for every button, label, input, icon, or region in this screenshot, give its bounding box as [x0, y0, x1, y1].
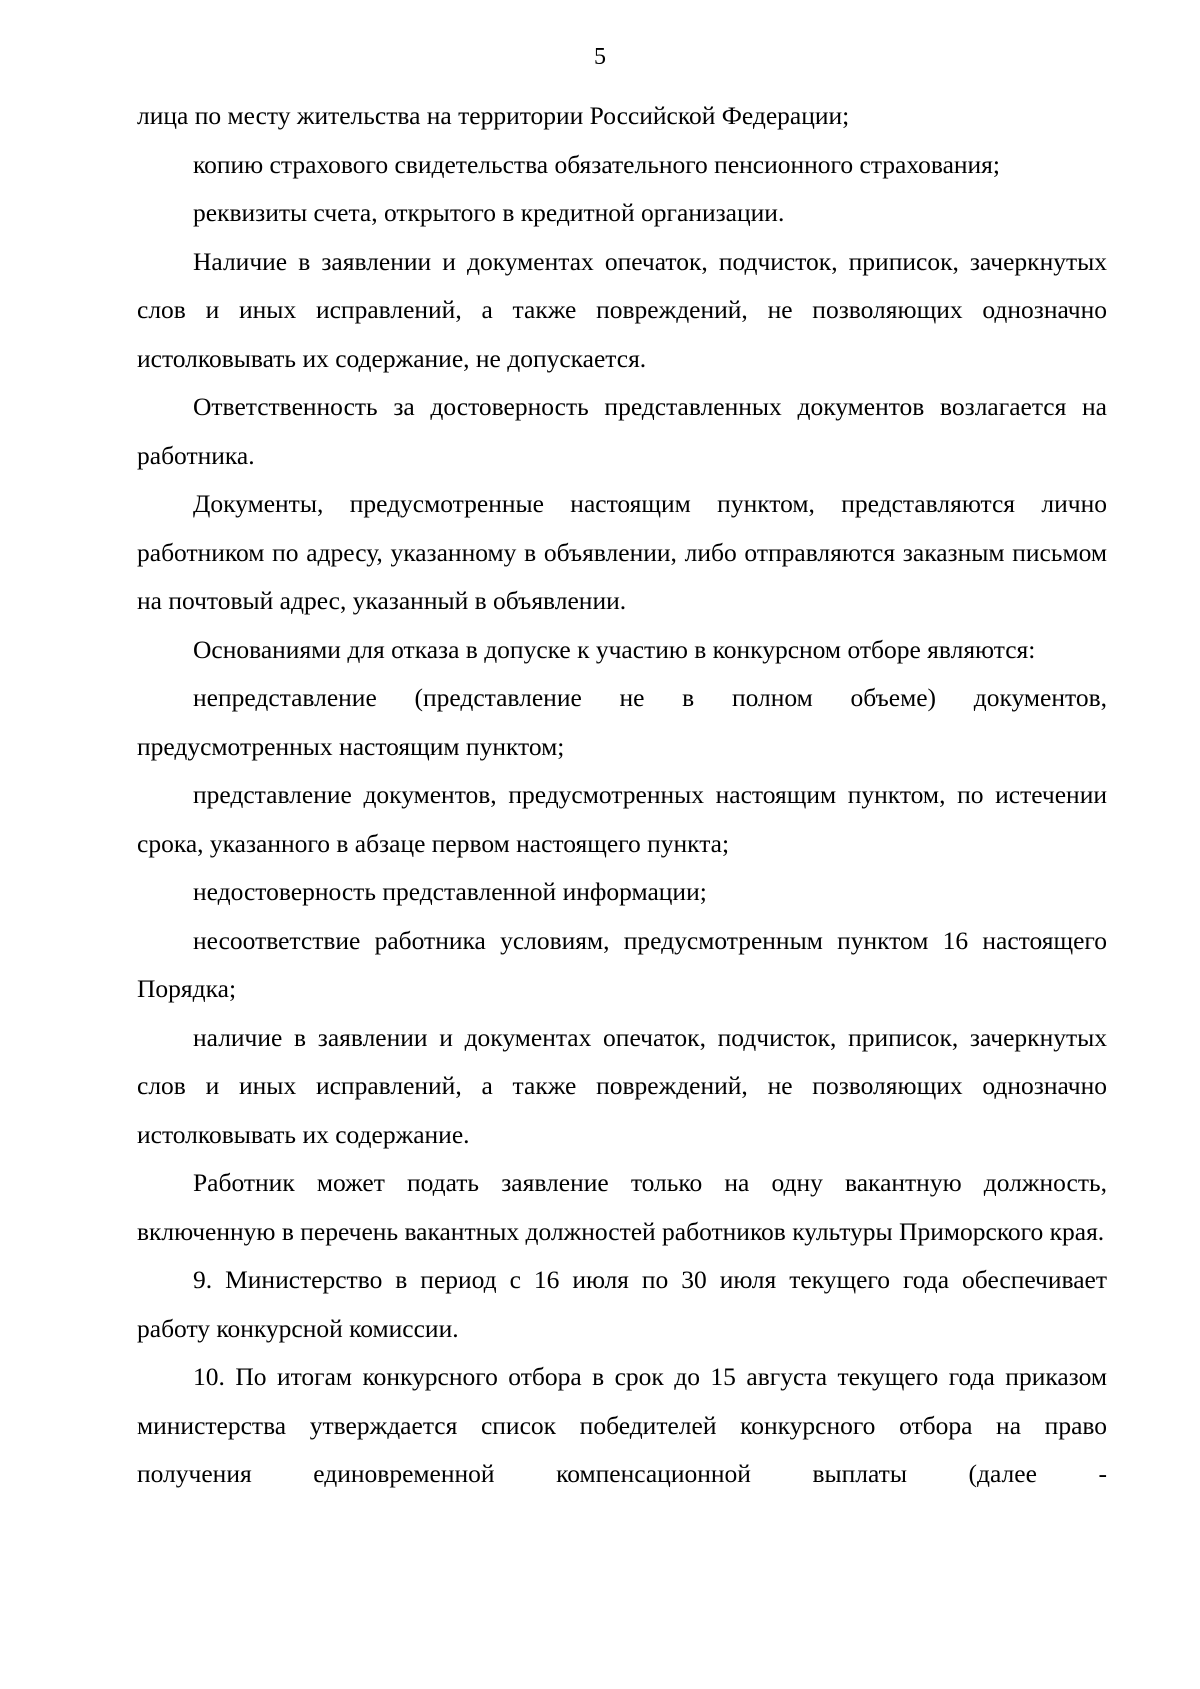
paragraph: реквизиты счета, открытого в кредитной организации. [193, 198, 785, 227]
document-body [137, 92, 1107, 1499]
paragraph: Документы, предусмотренные настоящим пунктом, представляются лично работником по адресу, указанному в объявлении, либо отправляются заказным письмом на почтовый адрес, указанный в объявлении. [137, 489, 1107, 615]
paragraph: 9. Министерство в период с 16 июля по 30 июля текущего года обеспечивает работу конкурсной комиссии. [137, 1265, 1107, 1343]
paragraph: Ответственность за достоверность представленных документов возлагается на работника. [137, 392, 1107, 470]
paragraph: представление документов, предусмотренных настоящим пунктом, по истечении срока, указанного в абзаце первом настоящего пункта; [137, 780, 1107, 858]
paragraph: Основаниями для отказа в допуске к участию в конкурсном отборе являются: [193, 634, 1036, 664]
paragraph: копию страхового свидетельства обязательного пенсионного страхования; [193, 149, 1000, 179]
paragraph: Работник может подать заявление только на одну вакантную должность, включенную в перечень вакантных должностей работников культуры Приморского края. [137, 1168, 1107, 1246]
paragraph: непредставление (представление не в полном объеме) документов, предусмотренных настоящим пунктом; [137, 683, 1107, 761]
paragraph: Наличие в заявлении и документах опечаток, подчисток, приписок, зачеркнутых слов и иных исправлений, а также повреждений, не позволяющих однозначно истолковывать их содержание, не допускается. [137, 246, 1107, 373]
paragraph: недостоверность представленной информации; [193, 877, 707, 906]
paragraph: наличие в заявлении и документах опечаток, подчисток, приписок, зачеркнутых слов и иных исправлений, а также повреждений, не позволяющих однозначно истолковывать их содержание. [137, 1022, 1107, 1149]
page-number: 5 [594, 44, 606, 70]
paragraph: несоответствие работника условиям, предусмотренным пунктом 16 настоящего Порядка; [137, 925, 1107, 1003]
paragraph-continued: 10. По итогам конкурсного отбора в срок до 15 августа текущего года приказом министерства утверждается список победителей конкурсного отбора на право получения единовременной компенсационной выплаты (далее - [137, 1362, 1107, 1488]
paragraph: лица по месту жительства на территории Российской Федерации; [137, 101, 850, 130]
